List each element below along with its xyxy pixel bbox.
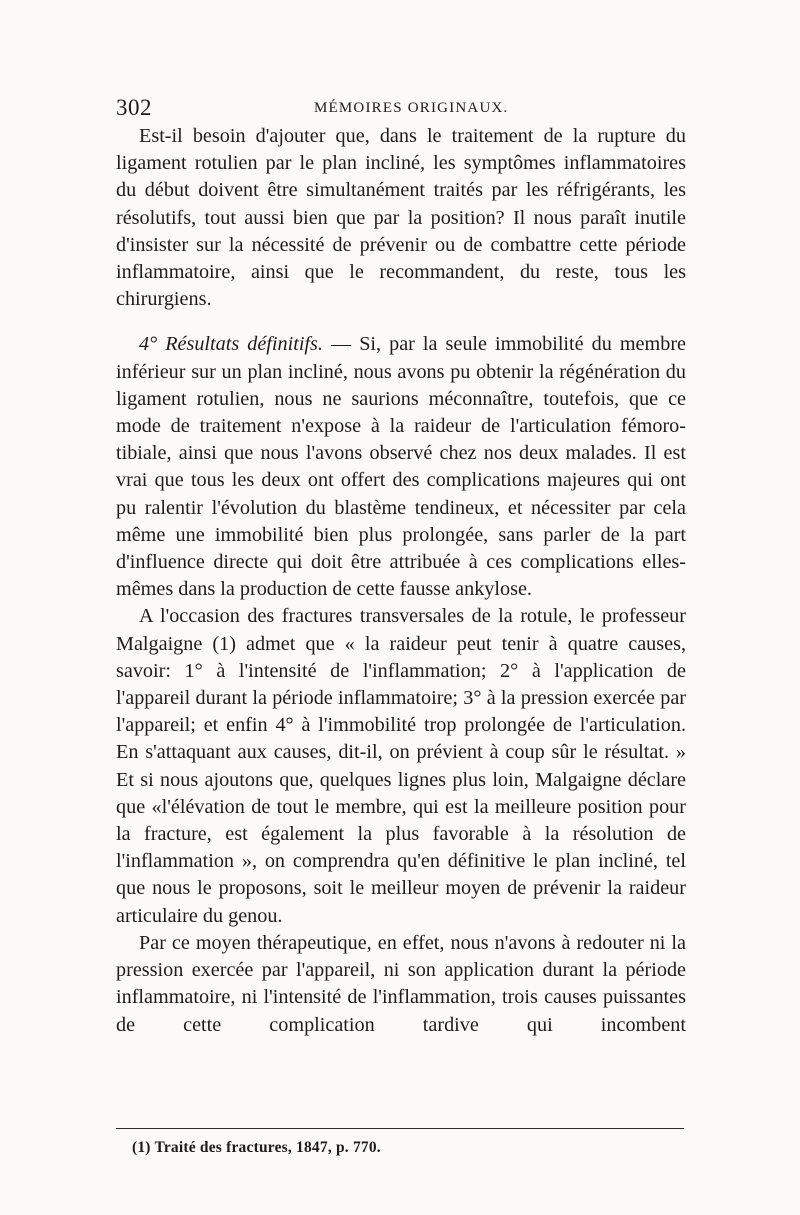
- paragraph-1: Est-il besoin d'ajouter que, dans le traitement de la rupture du ligament rotulien par le plan incliné, les symptômes inflammatoires du début doivent être simultanément traités par les réfrigérants, les résolutifs, tout aussi bien que par la position? Il nous paraît inutile d'insister sur la nécessité de prévenir ou de combattre cette période inflammatoire, ainsi que le recommandent, du reste, tous les chirurgiens.: [116, 125, 686, 311]
- footnote: (1) Traité des fractures, 1847, p. 770.: [132, 1139, 381, 1156]
- footnote-divider: [116, 1128, 684, 1129]
- paragraph-3: A l'occasion des fractures transversales de la rotule, le professeur Malgaigne (1) admet que « la raideur peut tenir à quatre causes, savoir: 1° à l'intensité de l'inflammation; 2° à l'application de l'appareil durant la période inflammatoire; 3° à la pression exercée par l'appareil; et enfin 4° à l'immobilité trop prolongée de l'articulation. En s'attaquant aux causes, dit-il, on prévient à coup sûr le résultat. » Et si nous ajoutons que, quelques lignes plus loin, Malgaigne déclare que «l'élévation de tout le membre, qui est la meilleure position pour la fracture, est également la plus favorable à la résolution de l'inflammation », on comprendra qu'en définitive le plan incliné, tel que nous le proposons, soit le meilleur moyen de prévenir la raideur articulaire du genou.: [116, 605, 686, 927]
- body-text: [116, 123, 686, 1039]
- page-number: 302: [116, 95, 152, 120]
- paragraph-2: [116, 331, 686, 603]
- page-header: [116, 95, 686, 125]
- running-title: MÉMOIRES ORIGINAUX.: [314, 100, 509, 116]
- paragraph-4: Par ce moyen thérapeutique, en effet, nous n'avons à redouter ni la pression exercée par l'appareil, ni son application durant la période inflammatoire, ni l'intensité de l'inflammation, trois causes puissantes de cette complication tardive qui incombent: [116, 931, 686, 1036]
- section-heading: 4° Résultats définitifs.: [139, 333, 323, 356]
- paragraph-2-text: — Si, par la seule immobilité du membre inférieur sur un plan incliné, nous avons pu obtenir la régénération du ligament rotulien, nous ne saurions méconnaître, toutefois, que ce mode de traitement n'expose à la raideur de l'articulation fémoro-tibiale, ainsi que nous l'avons observé chez nos deux malades. Il est vrai que tous les deux ont offert des complications majeures qui ont pu ralentir l'évolution du blastème tendineux, et nécessiter par cela même une immobilité bien plus prolongée, sans parler de la part d'influence directe qui doit être attribuée à ces complications elles-mêmes dans la production de cette fausse ankylose.: [116, 333, 686, 601]
